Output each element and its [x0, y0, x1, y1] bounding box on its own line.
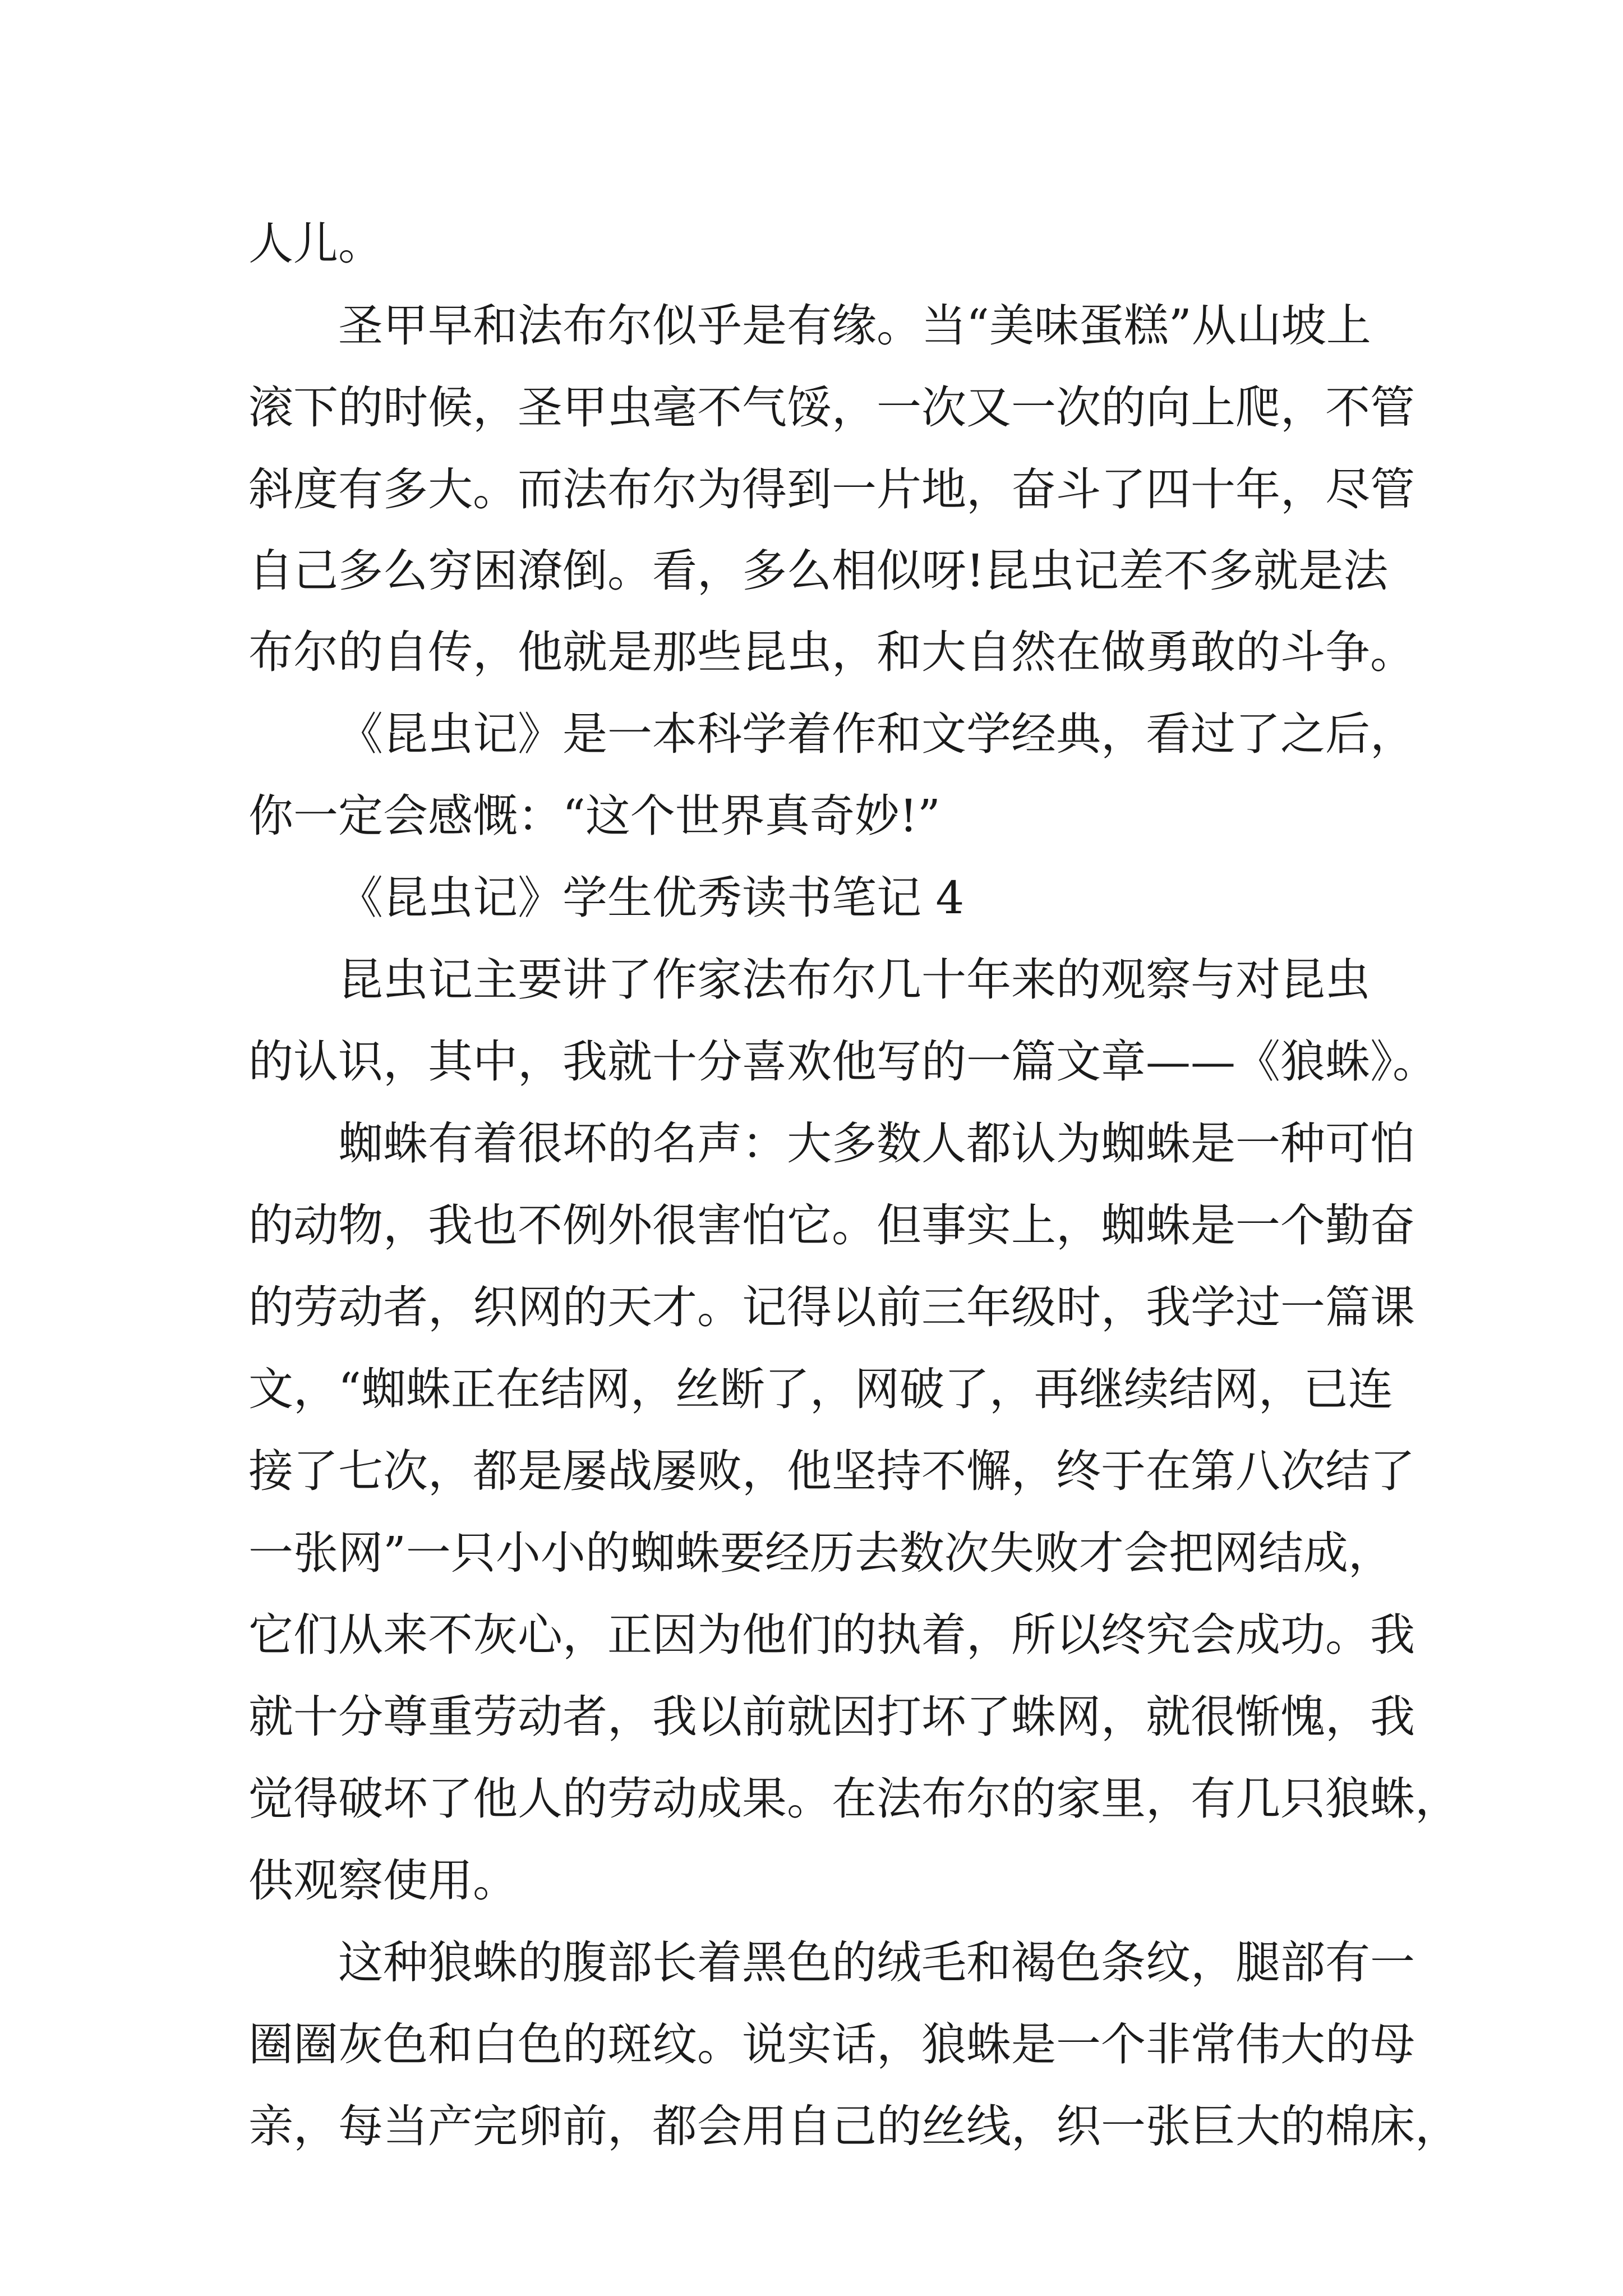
text-line: 的认识，其中，我就十分喜欢他写的一篇文章——《狼蛛》。	[248, 1036, 1437, 1088]
text-line: 就十分尊重劳动者，我以前就因打坏了蛛网，就很惭愧，我	[248, 1691, 1415, 1743]
paragraph-first-line: 圣甲早和法布尔似乎是有缘。当“美味蛋糕”从山坡上	[338, 300, 1371, 352]
text-line: 供观察使用。	[248, 1855, 518, 1907]
text-line: 的动物，我也不例外很害怕它。但事实上，蜘蛛是一个勤奋	[248, 1199, 1415, 1251]
text-line: 亲，每当产完卵前，都会用自己的丝线，织一张巨大的棉床，	[248, 2100, 1460, 2152]
text-line: 它们从来不灰心，正因为他们的执着，所以终究会成功。我	[248, 1609, 1415, 1661]
paragraph-first-line: 蜘蛛有着很坏的名声：大多数人都认为蜘蛛是一种可怕	[338, 1117, 1415, 1170]
text-line: 接了七次，都是屡战屡败，他坚持不懈，终于在第八次结了	[248, 1445, 1415, 1497]
text-line: 文，“蜘蛛正在结网，丝断了，网破了，再继续结网，已连	[248, 1363, 1393, 1415]
paragraph-first-line: 昆虫记主要讲了作家法布尔几十年来的观察与对昆虫	[338, 954, 1370, 1006]
text-line: 布尔的自传，他就是那些昆虫，和大自然在做勇敢的斗争。	[248, 626, 1415, 678]
text-line: 的劳动者，织网的天才。记得以前三年级时，我学过一篇课	[248, 1281, 1415, 1333]
text-line: 自己多么穷困潦倒。看，多么相似呀!昆虫记差不多就是法	[248, 545, 1389, 597]
paragraph-first-line: 《昆虫记》是一本科学着作和文学经典，看过了之后，	[338, 708, 1415, 760]
text-line: 人儿。	[248, 218, 383, 270]
text-line: 觉得破坏了他人的劳动成果。在法布尔的家里，有几只狼蛛，	[248, 1773, 1460, 1825]
text-line: 滚下的时候，圣甲虫毫不气馁，一次又一次的向上爬，不管	[248, 381, 1415, 434]
text-line: 斜度有多大。而法布尔为得到一片地，奋斗了四十年，尽管	[248, 463, 1415, 516]
text-line: 一张网”一只小小的蜘蛛要经历去数次失败才会把网结成，	[248, 1527, 1393, 1579]
text-line: 你一定会感慨：“这个世界真奇妙!”	[248, 790, 940, 842]
section-heading: 《昆虫记》学生优秀读书笔记 4	[338, 872, 965, 924]
paragraph-first-line: 这种狼蛛的腹部长着黑色的绒毛和褐色条纹，腿部有一	[338, 1936, 1415, 1989]
text-line: 圈圈灰色和白色的斑纹。说实话，狼蛛是一个非常伟大的母	[248, 2018, 1415, 2070]
